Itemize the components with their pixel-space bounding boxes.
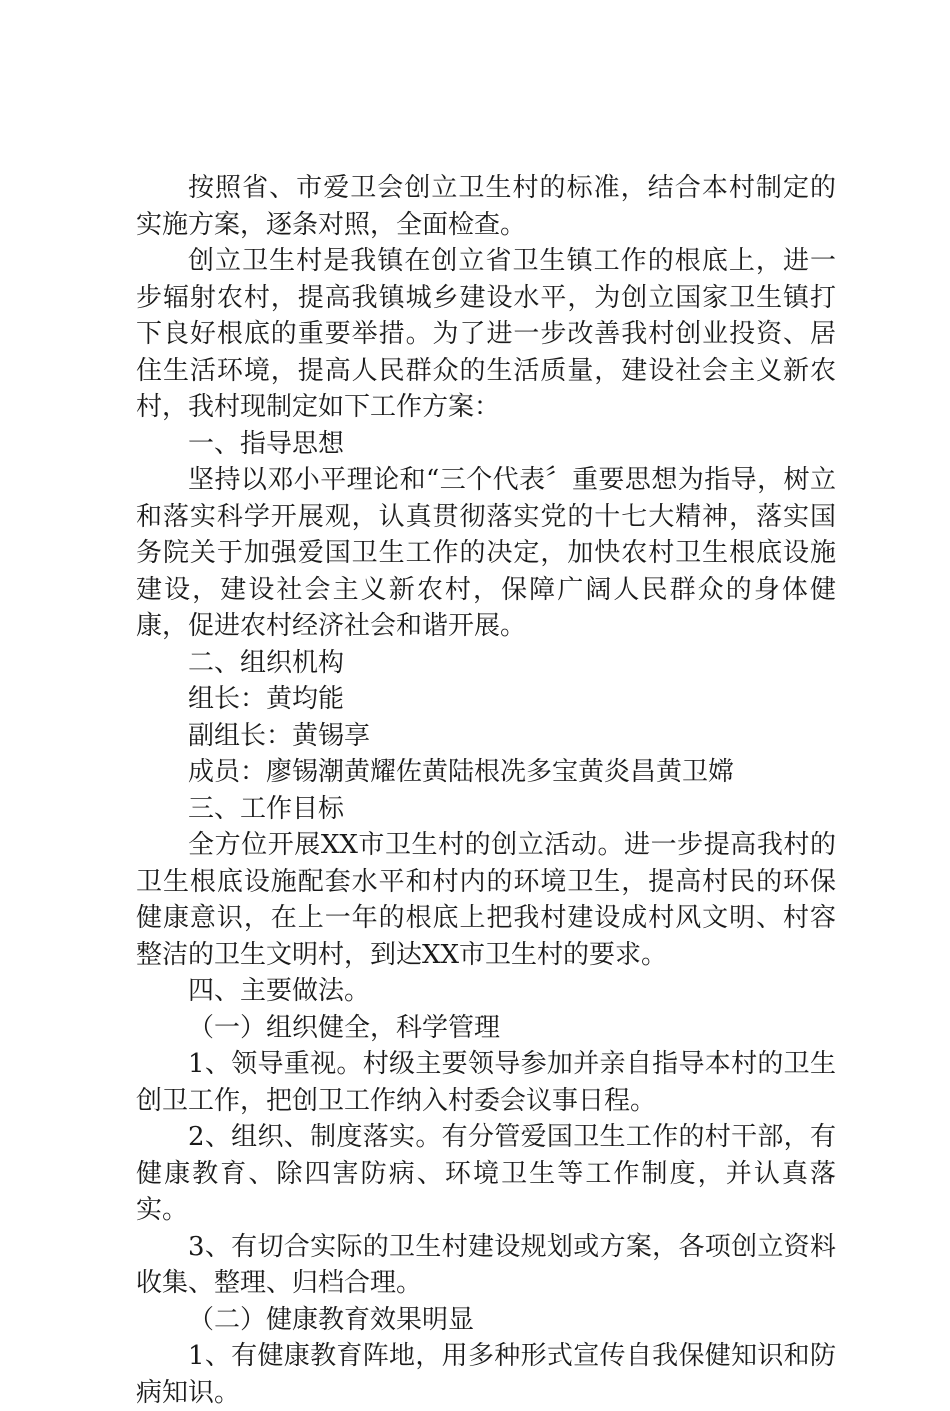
paragraph-deputy-leader: 副组长：黄锡享	[188, 720, 371, 751]
paragraph-work-goals: 全方位开展XX市卫生村的创立活动。进一步提高我村的卫生根底设施配套水平和村内的环境卫生，提高村民的环保健康意识，在上一年的根底上把我村建设成村风文明、村容整洁的卫生文明村，到达XX市卫生村的要求。	[136, 830, 836, 970]
list-item: 3、有切合实际的卫生村建设规划或方案，各项创立资料收集、整理、归档合理。	[136, 1231, 836, 1298]
document-body	[136, 170, 836, 1411]
list-item: 1、领导重视。村级主要领导参加并亲自指导本村的卫生创卫工作，把创卫工作纳入村委会议事日程。	[136, 1049, 836, 1116]
heading-organization: 二、组织机构	[188, 647, 345, 678]
heading-guiding-ideology: 一、指导思想	[188, 428, 345, 459]
paragraph-background: 创立卫生村是我镇在创立省卫生镇工作的根底上，进一步辐射农村，提高我镇城乡建设水平，为创立国家卫生镇打下良好根底的重要举措。为了进一步改善我村创业投资、居住生活环境，提高人民群众的生活质量，建设社会主义新农村，我村现制定如下工作方案：	[136, 246, 836, 422]
list-item: 1、有健康教育阵地，用多种形式宣传自我保健知识和防病知识。	[136, 1341, 836, 1408]
list-item: 2、组织、制度落实。有分管爱国卫生工作的村干部，有健康教育、除四害防病、环境卫生等工作制度，并认真落实。	[136, 1122, 836, 1225]
paragraph-intro: 按照省、市爱卫会创立卫生村的标准，结合本村制定的实施方案，逐条对照，全面检查。	[136, 173, 836, 240]
subheading-organization-management: （一）组织健全，科学管理	[188, 1012, 501, 1043]
paragraph-group-leader: 组长：黄均能	[188, 684, 345, 714]
paragraph-members: 成员：廖锡潮黄耀佐黄陆根冼多宝黄炎昌黄卫嫦	[188, 757, 735, 787]
paragraph-guiding-ideology: 坚持以邓小平理论和“三个代表〞重要思想为指导，树立和落实科学开展观，认真贯彻落实党的十七大精神，落实国务院关于加强爱国卫生工作的决定，加快农村卫生根底设施建设，建设社会主义新农村，保障广阔人民群众的身体健康，促进农村经济社会和谐开展。	[136, 465, 836, 641]
heading-main-practices: 四、主要做法。	[188, 976, 371, 1006]
heading-work-goals: 三、工作目标	[188, 793, 345, 824]
subheading-health-education: （二）健康教育效果明显	[188, 1304, 475, 1335]
